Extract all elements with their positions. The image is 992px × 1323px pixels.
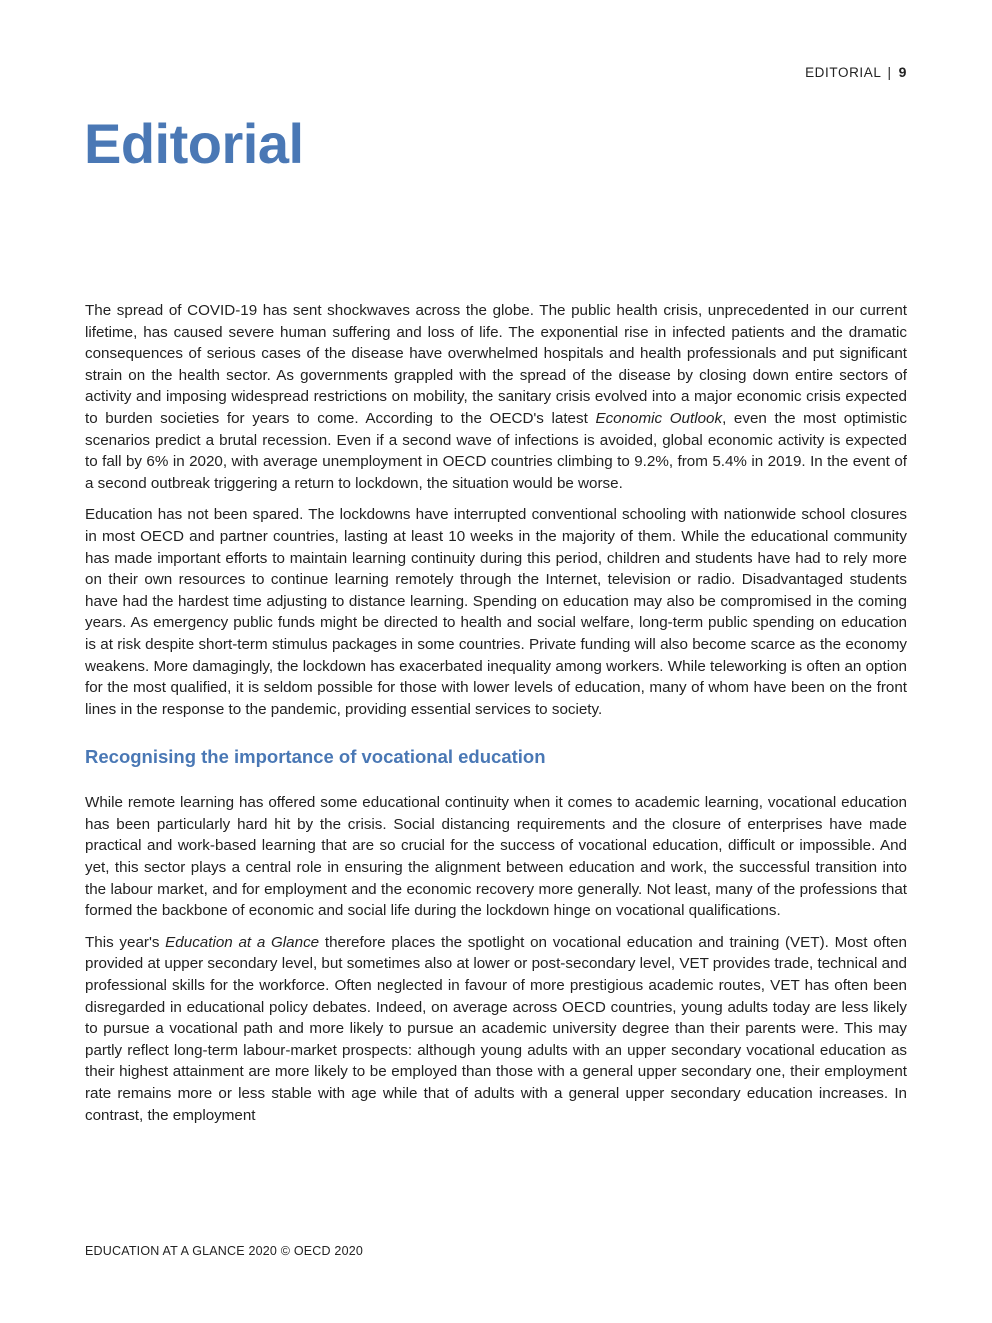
paragraph-intro-italic: Economic Outlook (595, 409, 723, 427)
paragraph-intro (85, 300, 907, 494)
paragraph-intro-part-2: , even the most optimistic scenarios predict a brutal recession. Even if a second wave of infections is avoided, global economic activity is expected to fall by 6% in 2020, with average unemployment in OECD countries climbing to 9.2%, from 5.4% in 2019. In the event of a second outbreak triggering a return to lockdown, the situation would be worse. (85, 409, 907, 492)
body-text (85, 300, 907, 1200)
paragraph-vet-part-2: therefore places the spotlight on vocational education and training (VET). Most often provided at upper secondary level, but sometimes also at lower or post-secondary level, VET provides trade, technical and professional skills for the workforce. Often neglected in favour of more prestigious academic routes, VET has often been disregarded in educational policy debates. Indeed, on average across OECD countries, young adults today are less likely to pursue a vocational path and more likely to pursue an academic university degree than their parents were. This may partly reflect long-term labour-market prospects: although young adults with an upper secondary vocational education as their highest attainment are more likely to be employed than those with a general upper secondary one, their employment rate remains more or less stable with age while that of adults with a general upper secondary education increases. In contrast, the employment (85, 933, 907, 1124)
page-footer: EDUCATION AT A GLANCE 2020 © OECD 2020 (85, 1244, 364, 1258)
paragraph-vet-italic: Education at a Glance (165, 933, 320, 951)
paragraph-education-spared: Education has not been spared. The lockdowns have interrupted conventional schooling with nationwide school closures in most OECD and partner countries, lasting at least 10 weeks in the majority of them. While the educational community has made important efforts to maintain learning continuity during this period, children and students have had to rely more on their own resources to continue learning remotely through the Internet, television or radio. Disadvantaged students have had the hardest time adjusting to distance learning. Spending on education may also be compromised in the coming years. As emergency public funds might be directed to health and social welfare, long-term public spending on education is at risk despite short-term stimulus packages in some countries. Private funding will also become scarce as the economy weakens. More damagingly, the lockdown has exacerbated inequality among workers. While teleworking is often an option for the most qualified, it is seldom possible for those with lower levels of education, many of whom have been on the front lines in the response to the pandemic, providing essential services to society. (85, 506, 907, 718)
paragraph-vet-part-1: This year's (85, 933, 166, 951)
paragraph-intro-part-1: The spread of COVID-19 has sent shockwaves across the globe. The public health crisis, unprecedented in our current lifetime, has caused severe human suffering and loss of life. The exponential rise in infected patients and the dramatic consequences of serious cases of the disease have overwhelmed hospitals and health professionals and put significant strain on the health sector. As governments grappled with the spread of the disease by closing down entire sectors of activity and imposing widespread restrictions on mobility, the sanitary crisis evolved into a major economic crisis expected to burden societies for years to come. According to the OECD's latest (85, 302, 907, 427)
page-title: Editorial (84, 112, 304, 175)
running-header-separator: | (887, 64, 892, 80)
running-header (805, 64, 907, 80)
running-header-section: EDITORIAL (805, 64, 882, 80)
section-heading: Recognising the importance of vocational education (85, 746, 546, 768)
page-number: 9 (898, 64, 907, 80)
paragraph-remote-learning: While remote learning has offered some educational continuity when it comes to academic learning, vocational education has been particularly hard hit by the crisis. Social distancing requirements and the closure of enterprises have made practical and work-based learning that are so crucial for the success of vocational education, difficult or impossible. And yet, this sector plays a central role in ensuring the alignment between education and work, the successful transition into the labour market, and for employment and the economic recovery more generally. Not least, many of the professions that formed the backbone of economic and social life during the lockdown hinge on vocational qualifications. (85, 794, 907, 920)
paragraph-vet-spotlight (85, 932, 907, 1126)
